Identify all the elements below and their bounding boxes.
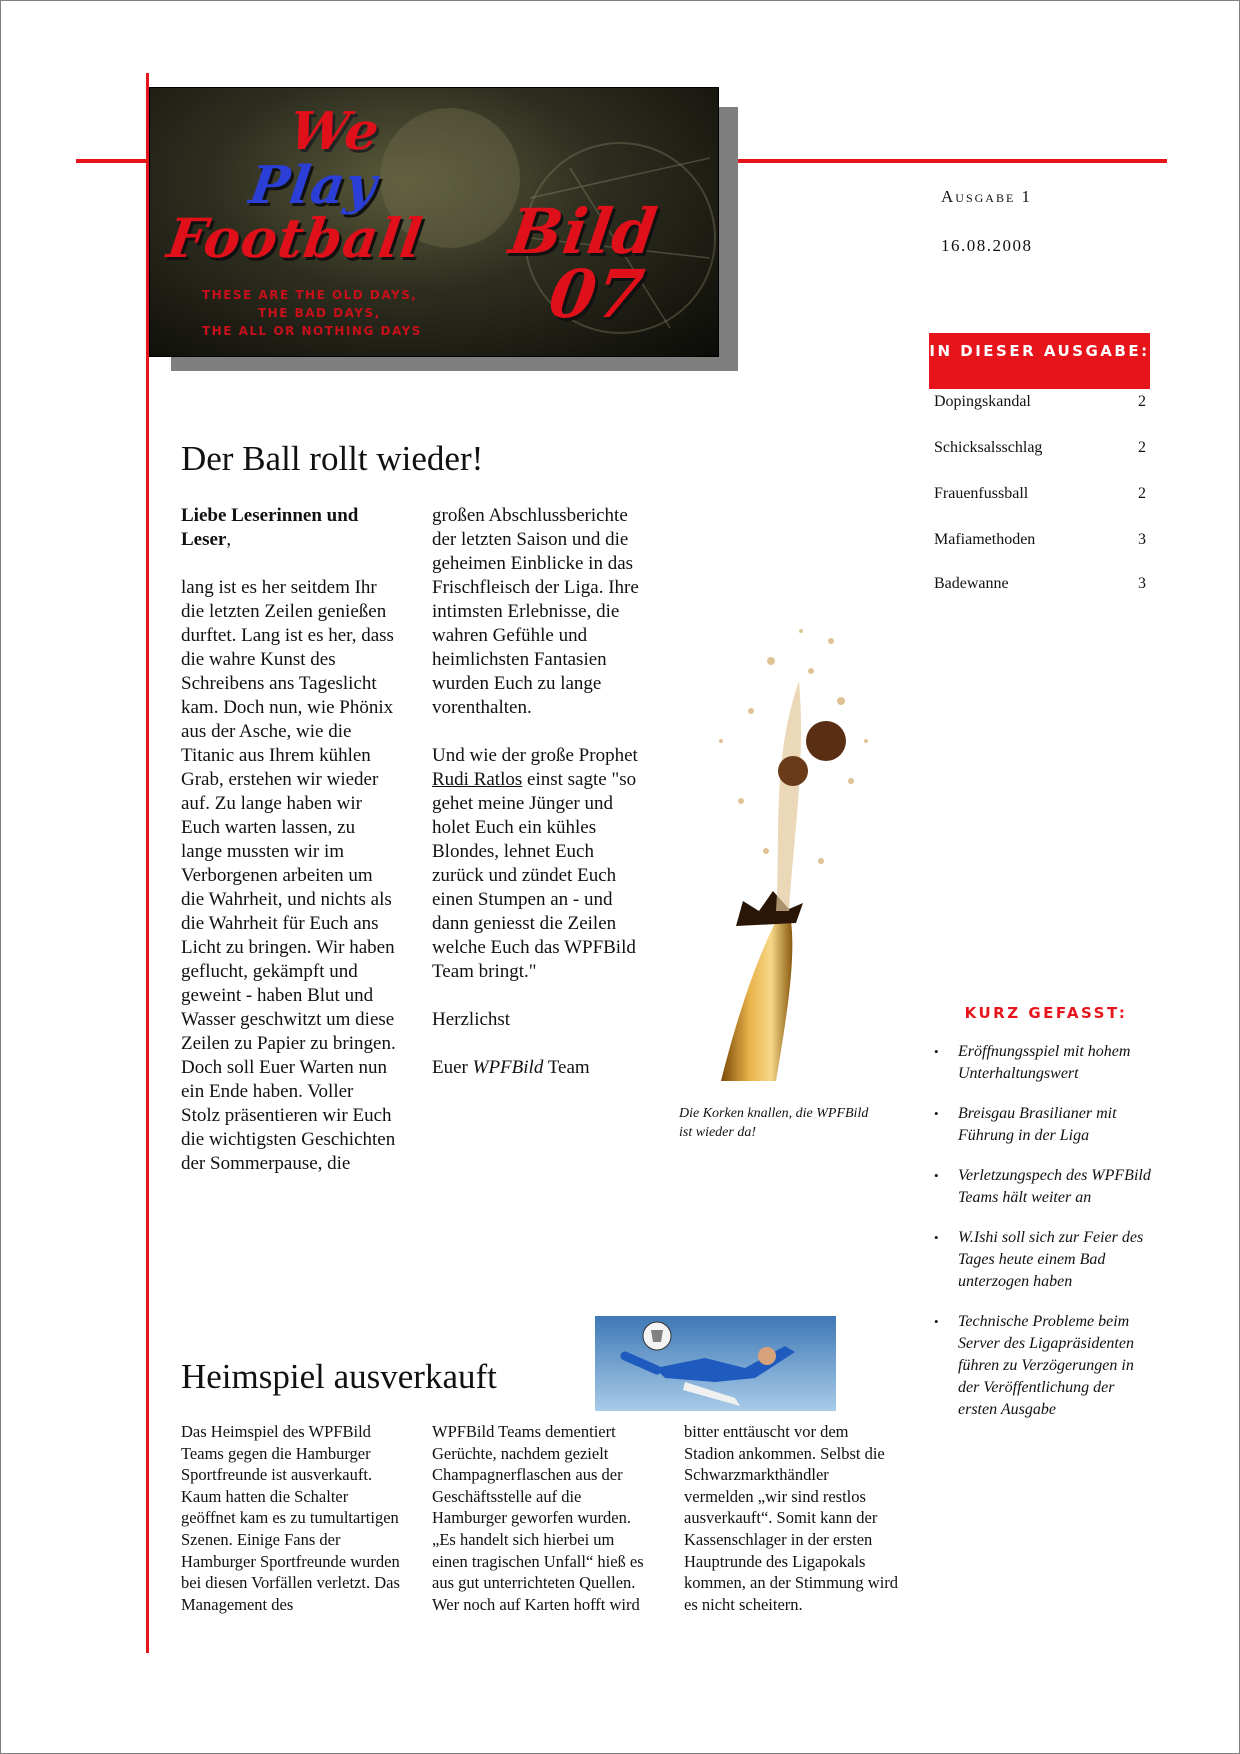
masthead-banner — [149, 87, 719, 357]
list-item — [931, 1041, 1151, 1085]
article1-closing: Herzlichst — [432, 1009, 511, 1030]
toc-item[interactable] — [934, 575, 1146, 593]
kurz-gefasst-title: KURZ GEFASST: — [964, 1004, 1128, 1022]
masthead-we: We — [285, 101, 384, 162]
toc-item-page: 2 — [1138, 393, 1146, 410]
masthead-tagline-2: THE BAD DAYS, — [258, 306, 381, 320]
kurz-item-text: Verletzungspech des WPFBild Teams hält weiter an — [958, 1167, 1151, 1206]
toc-title: IN DIESER AUSGABE: — [929, 333, 1150, 389]
article1-signature — [432, 1056, 644, 1080]
toc-item[interactable] — [934, 531, 1146, 549]
signature-suffix: Team — [543, 1057, 590, 1078]
toc-item-page: 2 — [1138, 439, 1146, 456]
bullet-icon: • — [934, 1168, 939, 1183]
rudi-ratlos-link[interactable]: Rudi Ratlos — [432, 769, 523, 790]
article1-column-2 — [432, 504, 644, 1080]
signature-brand: WPFBild — [472, 1057, 544, 1078]
list-item — [931, 1165, 1151, 1209]
toc-item-page: 3 — [1138, 531, 1146, 548]
toc-item[interactable] — [934, 439, 1146, 457]
masthead-07: 07 — [544, 255, 650, 333]
top-red-rule-right — [737, 159, 1167, 163]
list-item — [931, 1311, 1151, 1421]
bullet-icon: • — [934, 1106, 939, 1121]
champagne-caption: Die Korken knallen, die WPFBild ist wieder da! — [679, 1106, 869, 1140]
masthead-bild: Bild — [504, 195, 663, 268]
issue-number: Ausgabe 1 — [941, 187, 1033, 206]
toc-item-page: 2 — [1138, 485, 1146, 502]
issue-date: 16.08.2008 — [941, 236, 1033, 255]
article1-body-col2-p1: großen Abschlussberichte der letzten Saison und die geheimen Einblicke in das Frischfleisch der Liga. Ihre intimsten Erlebnisse, die wahren Gefühle und heimlichsten Fantasien wurden Euch zu lange vorenthalten. — [432, 505, 639, 718]
toc-item-label: Dopingskandal — [934, 393, 1031, 410]
list-item — [931, 1227, 1151, 1293]
bullet-icon: • — [934, 1044, 939, 1059]
signature-prefix: Euer — [432, 1057, 473, 1078]
article1-column-1 — [181, 504, 396, 1176]
bullet-icon: • — [934, 1230, 939, 1245]
quote-intro: Und wie der große Prophet — [432, 745, 638, 766]
article1-body-col2-p2 — [432, 744, 644, 984]
toc-item-page: 3 — [1138, 575, 1146, 592]
toc-item-label: Mafiamethoden — [934, 531, 1036, 548]
toc-item-label: Schicksalsschlag — [934, 439, 1043, 456]
toc-item[interactable] — [934, 393, 1146, 411]
masthead-tagline-1: THESE ARE THE OLD DAYS, — [202, 288, 418, 302]
kurz-gefasst-list — [931, 1041, 1151, 1439]
toc-item-label: Frauenfussball — [934, 485, 1029, 502]
quote-text: einst sagte "so gehet meine Jünger und holet Euch ein kühles Blondes, lehnet Euch zurück und zündet Euch einen Stumpen an - und dann geniesst die Zeilen welche Euch das WPFBild Team bringt." — [432, 769, 637, 982]
kurz-item-text: Breisgau Brasilianer mit Führung in der Liga — [958, 1105, 1117, 1144]
toc-item[interactable] — [934, 485, 1146, 503]
article1-body-col1: lang ist es her seitdem Ihr die letzten Zeilen genießen durftet. Lang ist es her, dass die wahre Kunst des Schreibens ans Tageslicht kam. Doch nun, wie Phönix aus der Asche, wie die Titanic aus Ihrem kühlen Grab, erstehen wir wieder auf. Zu lange haben wir Euch warten lassen, zu lange mussten wir im Verborgenen arbeiten um die Wahrheit, und nichts als die Wahrheit für Euch ans Licht zu bringen. Wir haben geflucht, gekämpft und geweint - haben Blut und Wasser geschwitzt um diese Zeilen zu Papier zu bringen. Doch soll Euer Warten nun ein Ende haben. Voller Stolz präsentieren wir Euch die wichtigsten Geschichten der Sommerpause, die — [181, 577, 396, 1174]
article2-column-3: bitter enttäuscht vor dem Stadion ankommen. Selbst die Schwarzmarkthändler vermelden „wir sind restlos ausverkauft“. Somit kann der Kassenschlager in der ersten Hauptrunde des Ligapokals kommen, an der Stimmung wird es nicht scheitern. — [684, 1422, 899, 1614]
masthead-play: Play — [245, 155, 382, 216]
article1-salutation — [181, 504, 396, 552]
toc-item-label: Badewanne — [934, 575, 1009, 592]
article2-column-1: Das Heimspiel des WPFBild Teams gegen die Hamburger Sportfreunde ist ausverkauft. Kaum hatten die Schalter geöffnet kam es zu tumultartigen Szenen. Einige Fans der Hamburger Sportfreunde wurden bei diesen Vorfällen verletzt. Das Management des — [181, 1422, 400, 1614]
kurz-item-text: Technische Probleme beim Server des Ligapräsidenten führen zu Verzögerungen in der Veröffentlichung der ersten Ausgabe — [958, 1313, 1134, 1418]
kurz-item-text: Eröffnungsspiel mit hohem Unterhaltungswert — [958, 1043, 1131, 1082]
masthead-football: Football — [163, 206, 427, 270]
kurz-item-text: W.Ishi soll sich zur Feier des Tages heute einem Bad unterzogen haben — [958, 1229, 1144, 1290]
champagne-bottle-image — [681, 621, 891, 1091]
article2-title: Heimspiel ausverkauft — [181, 1357, 497, 1396]
article1-title: Der Ball rollt wieder! — [181, 439, 484, 478]
football-player-image — [595, 1316, 836, 1411]
bullet-icon: • — [934, 1314, 939, 1329]
article2-column-2: WPFBild Teams dementiert Gerüchte, nachdem gezielt Champagnerflaschen aus der Geschäftsstelle auf die Hamburger geworfen wurden. „Es handelt sich hierbei um einen tragischen Unfall“ hieß es aus gut unterrichteten Quellen. Wer noch auf Karten hofft wird — [432, 1422, 644, 1614]
salutation-bold: Liebe Leserinnen und Leser — [181, 505, 359, 550]
list-item — [931, 1103, 1151, 1147]
salutation-comma: , — [226, 529, 232, 550]
masthead-tagline-3: THE ALL OR NOTHING DAYS — [202, 324, 422, 338]
